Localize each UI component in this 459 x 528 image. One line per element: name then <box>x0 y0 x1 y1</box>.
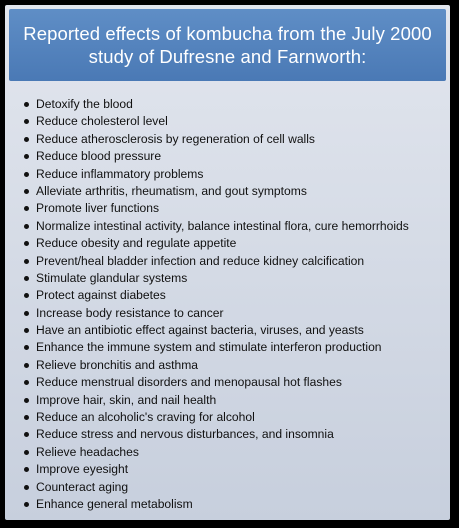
bullet-icon <box>24 224 29 229</box>
bullet-icon <box>24 328 29 333</box>
list-item-label: Promote liver functions <box>36 201 160 216</box>
bullet-icon <box>24 293 29 298</box>
list-item <box>23 409 409 426</box>
list-item <box>23 322 409 339</box>
title-banner <box>9 9 446 81</box>
list-item <box>23 339 409 356</box>
list-item <box>23 253 409 270</box>
list-item <box>23 166 409 183</box>
list-item <box>23 444 409 461</box>
bullet-icon <box>24 467 29 472</box>
list-item-label: Reduce an alcoholic's craving for alcohol <box>36 410 255 425</box>
list-item-label: Stimulate glandular systems <box>36 270 188 285</box>
list-item-label: Prevent/heal bladder infection and reduce kidney calcification <box>36 253 365 268</box>
bullet-icon <box>24 380 29 385</box>
list-item-label: Reduce obesity and regulate appetite <box>36 236 237 251</box>
bullet-icon <box>24 398 29 403</box>
bullet-icon <box>24 432 29 437</box>
list-item-label: Protect against diabetes <box>36 288 166 303</box>
list-item <box>23 131 409 148</box>
list-item-label: Reduce blood pressure <box>36 149 162 164</box>
bullet-icon <box>24 189 29 194</box>
bullet-icon <box>24 102 29 107</box>
bullet-icon <box>24 259 29 264</box>
bullet-icon <box>24 154 29 159</box>
bullet-icon <box>24 485 29 490</box>
list-item-label: Reduce atherosclerosis by regeneration of cell walls <box>36 131 315 146</box>
list-item <box>23 287 409 304</box>
list-item <box>23 200 409 217</box>
bullet-icon <box>24 241 29 246</box>
list-item <box>23 357 409 374</box>
list-item-label: Reduce stress and nervous disturbances, and insomnia <box>36 427 334 442</box>
bullet-icon <box>24 311 29 316</box>
list-item <box>23 113 409 130</box>
list-item <box>23 426 409 443</box>
list-item <box>23 392 409 409</box>
list-item <box>23 270 409 287</box>
page-title: Reported effects of kombucha from the July 2000 study of Dufresne and Farnworth: <box>23 23 432 67</box>
list-item-label: Reduce cholesterol level <box>36 114 168 129</box>
list-item <box>23 479 409 496</box>
list-item-label: Alleviate arthritis, rheumatism, and gout symptoms <box>36 183 307 198</box>
list-item-label: Relieve headaches <box>36 444 139 459</box>
list-item-label: Enhance general metabolism <box>36 496 193 511</box>
list-item-label: Counteract aging <box>36 479 129 494</box>
list-item <box>23 235 409 252</box>
list-item-label: Increase body resistance to cancer <box>36 305 224 320</box>
bullet-icon <box>24 415 29 420</box>
bullet-icon <box>24 450 29 455</box>
bullet-icon <box>24 137 29 142</box>
list-item <box>23 305 409 322</box>
list-item <box>23 461 409 478</box>
effects-list <box>23 96 409 513</box>
list-item-label: Reduce inflammatory problems <box>36 166 204 181</box>
list-item <box>23 218 409 235</box>
list-item-label: Detoxify the blood <box>36 97 133 111</box>
bullet-icon <box>24 276 29 281</box>
bullet-icon <box>24 363 29 368</box>
list-item-label: Normalize intestinal activity, balance intestinal flora, cure hemorrhoids <box>36 218 409 233</box>
list-item <box>23 148 409 165</box>
list-item-label: Reduce menstrual disorders and menopausal hot flashes <box>36 375 342 390</box>
bullet-icon <box>24 119 29 124</box>
list-item <box>23 496 409 513</box>
list-item-label: Have an antibiotic effect against bacteria, viruses, and yeasts <box>36 323 364 338</box>
list-item <box>23 183 409 200</box>
bullet-icon <box>24 172 29 177</box>
list-item <box>23 374 409 391</box>
list-item <box>23 96 409 113</box>
bullet-icon <box>24 345 29 350</box>
bullet-icon <box>24 502 29 507</box>
list-item-label: Improve hair, skin, and nail health <box>36 392 217 407</box>
list-item-label: Improve eyesight <box>36 462 129 477</box>
list-item-label: Relieve bronchitis and asthma <box>36 357 199 372</box>
content-panel <box>5 5 450 520</box>
list-item-label: Enhance the immune system and stimulate interferon production <box>36 340 382 355</box>
bullet-icon <box>24 206 29 211</box>
